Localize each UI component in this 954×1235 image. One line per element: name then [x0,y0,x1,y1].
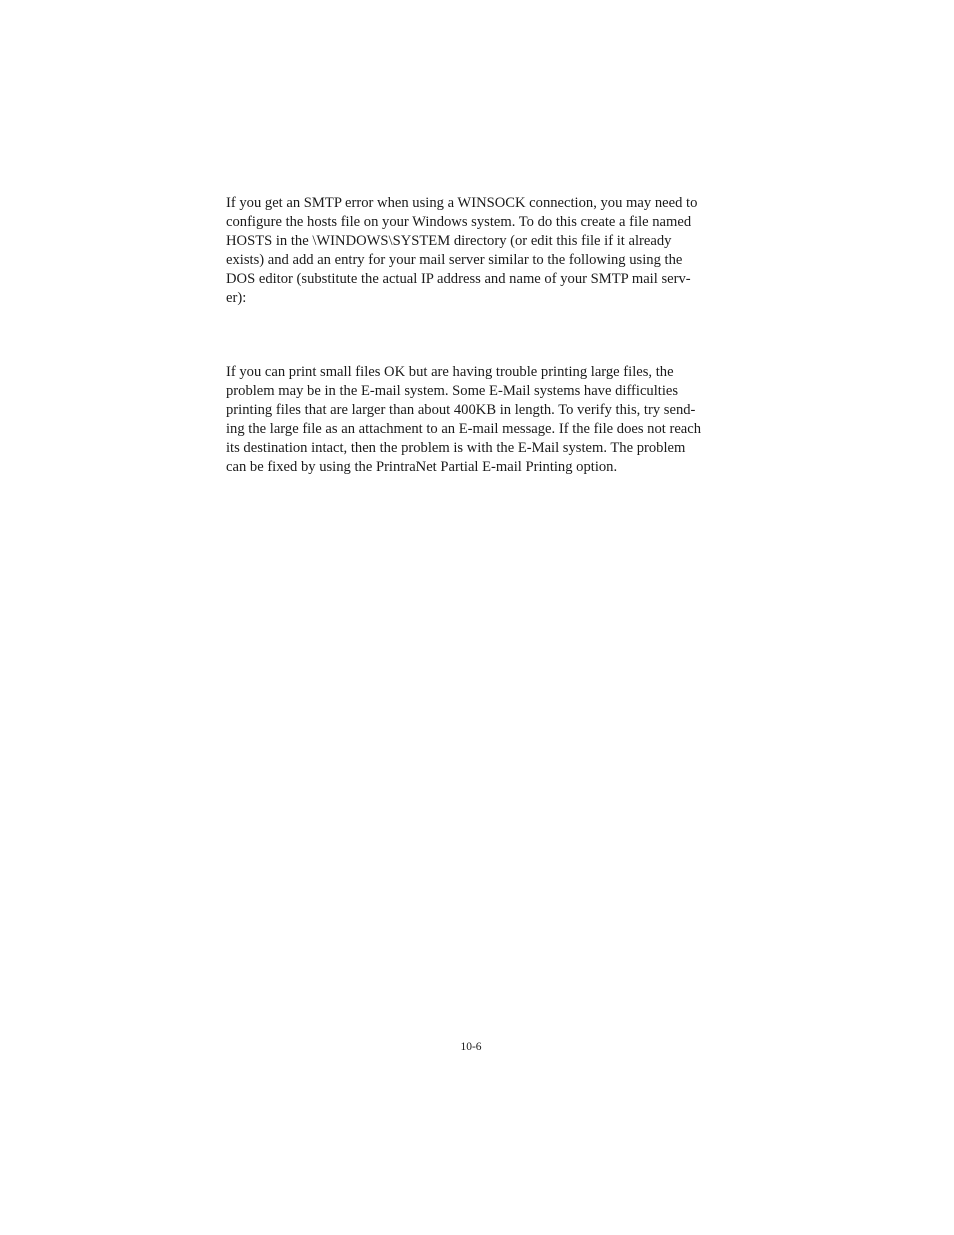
page-number: 10-6 [460,1041,482,1053]
text-line: its destination intact, then the problem is with the E-Mail system. The problem [226,439,686,456]
text-line: printing files that are larger than about 400KB in length. To verify this, try send- [226,401,696,418]
text-line: DOS editor (substitute the actual IP address and name of your SMTP mail serv- [226,270,691,287]
text-line: If you get an SMTP error when using a WINSOCK connection, you may need to [226,195,698,211]
text-line: can be fixed by using the PrintraNet Partial E-mail Printing option. [226,458,618,475]
text-line: If you can print small files OK but are having trouble printing large files, the [226,364,674,380]
text-line: configure the hosts file on your Windows system. To do this create a file named [226,213,692,230]
large-file-paragraph [226,363,736,476]
text-line: problem may be in the E-mail system. Some E-Mail systems have difficulties [226,382,679,399]
text-line: exists) and add an entry for your mail server similar to the following using the [226,251,683,268]
text-line: HOSTS in the \WINDOWS\SYSTEM directory (or edit this file if it already [226,232,672,249]
text-line: ing the large file as an attachment to an E-mail message. If the file does not reach [226,420,702,437]
smtp-error-paragraph [226,194,736,307]
text-line: er): [226,289,247,306]
